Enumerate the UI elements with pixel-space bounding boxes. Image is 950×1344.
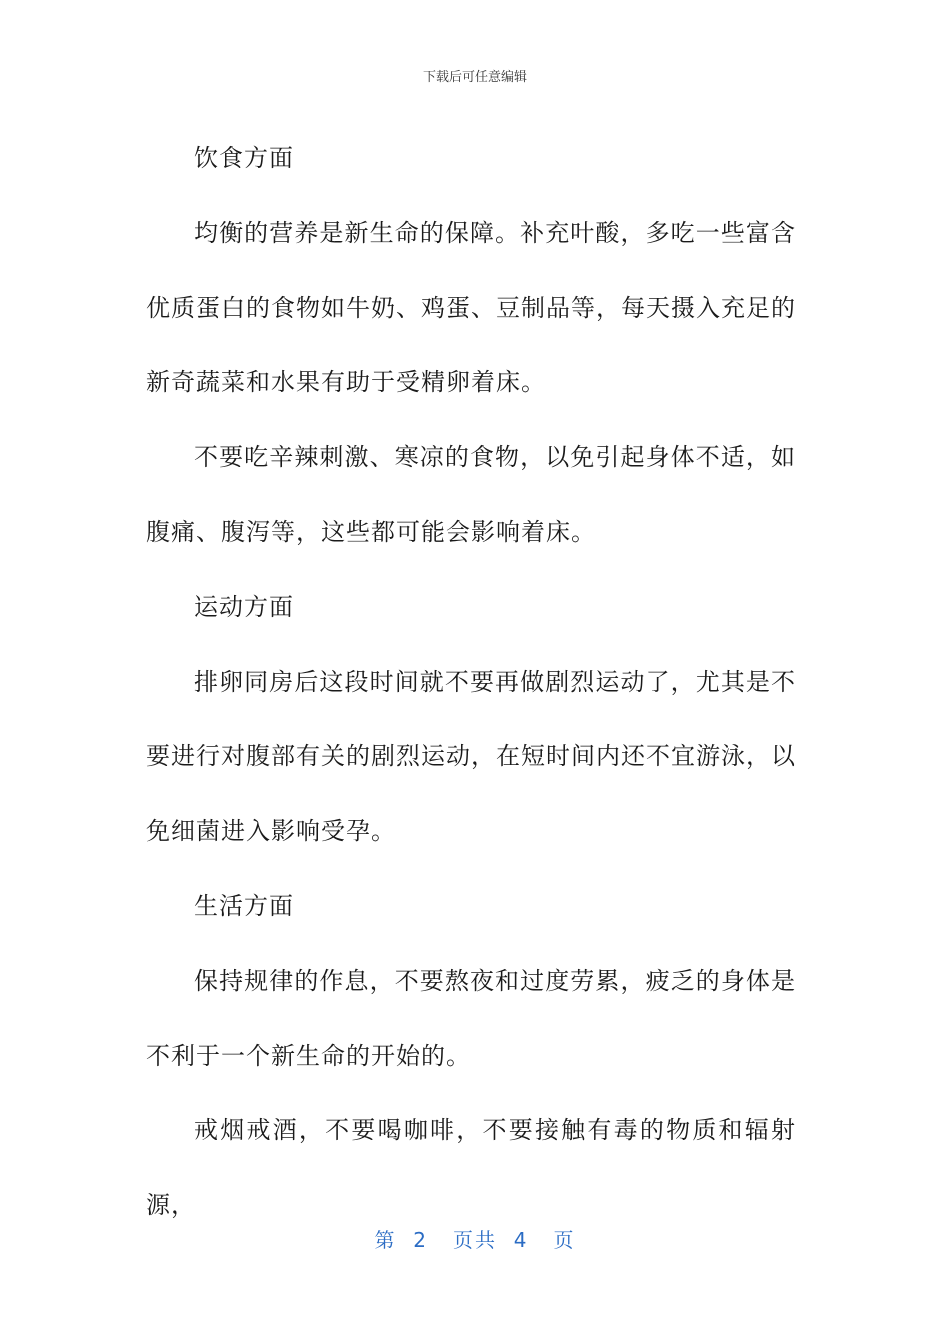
footer-current-page: 2 xyxy=(413,1228,428,1252)
paragraph: 戒烟戒酒，不要喝咖啡，不要接触有毒的物质和辐射源， xyxy=(146,1116,796,1220)
section-heading-diet: 饮食方面 xyxy=(194,144,294,172)
footer-label-page: 第 xyxy=(374,1228,397,1252)
paragraph: 不要吃辛辣刺激、寒凉的食物，以免引起身体不适，如腹痛、腹泻等，这些都可能会影响着床。 xyxy=(146,443,796,546)
paragraph: 均衡的营养是新生命的保障。补充叶酸，多吃一些富含优质蛋白的食物如牛奶、鸡蛋、豆制品等，每天摄入充足的新奇蔬菜和水果有助于受精卵着床。 xyxy=(146,218,796,397)
section-heading-lifestyle: 生活方面 xyxy=(194,891,294,920)
document-body xyxy=(146,121,796,1243)
footer-total-pages: 4 xyxy=(513,1228,529,1252)
paragraph: 保持规律的作息，不要熬夜和过度劳累，疲乏的身体是不利于一个新生命的开始的。 xyxy=(146,966,796,1070)
section-heading-exercise: 运动方面 xyxy=(194,592,294,621)
paragraph: 排卵同房后这段时间就不要再做剧烈运动了，尤其是不要进行对腹部有关的剧烈运动，在短时间内还不宜游泳，以免细菌进入影响受孕。 xyxy=(146,667,796,846)
page-footer xyxy=(0,1224,950,1253)
page-header-note: 下载后可任意编辑 xyxy=(422,70,527,85)
footer-label-of: 页共 xyxy=(453,1228,497,1252)
footer-label-end: 页 xyxy=(553,1228,576,1252)
